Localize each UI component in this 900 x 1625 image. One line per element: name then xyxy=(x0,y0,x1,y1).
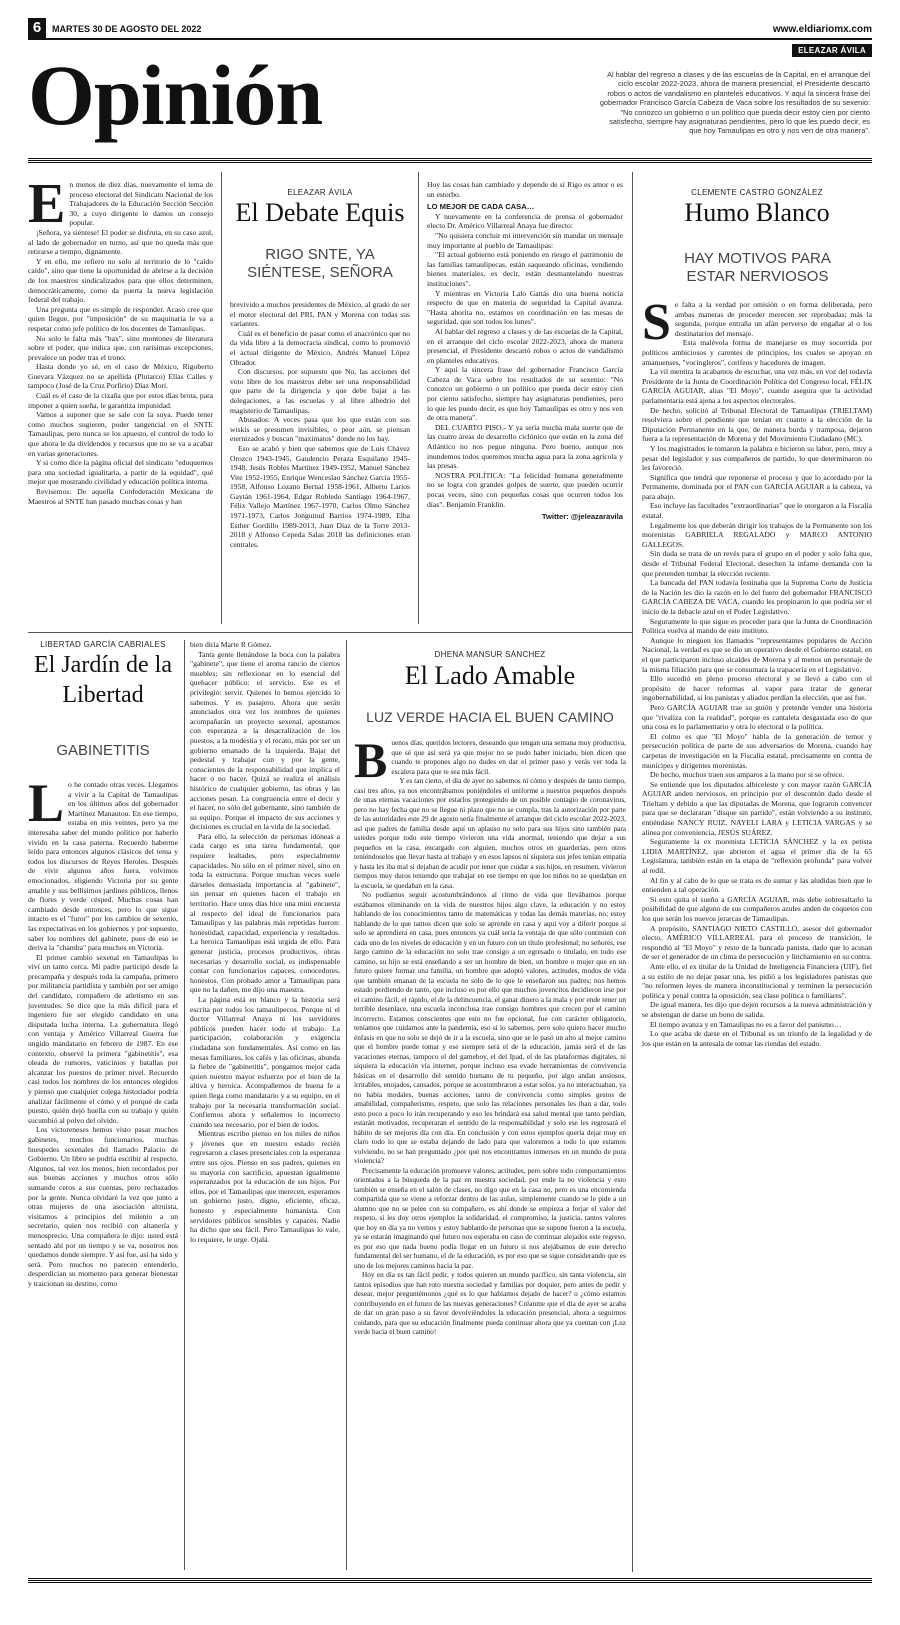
paragraph: Ello sucedió en pleno proceso electoral y se llevó a cabo con el propósito de hacer reformas al vapor para tratar de generar ingobernabilidad, si los panistas y aliados perdían la elección, que así fue. xyxy=(642,674,872,703)
page-number-box: 6 xyxy=(28,18,46,38)
paragraph: Con discursos, por supuesto que No, las acciones del voto libre de los maestros debe ser una responsabilidad que parte de la dirigencia y que debe bajar a las delegaciones, a las escuelas y al libre albedrío del magisterio de Tamaulipas. xyxy=(230,367,410,415)
header-bottom-rule xyxy=(28,158,872,164)
paragraph: Esta malévola forma de manejarse es muy socorrida por políticos ambiciosos y carentes de principios, los cuales se apoyan en amanuenses, "vocingleros", corifeos y hacedores de imagen. xyxy=(642,338,872,367)
author-kicker: CLEMENTE CASTRO GONZÁLEZ xyxy=(691,188,823,197)
column-1-body xyxy=(28,180,213,625)
paragraph: Al hablar del regreso a clases y de las escuelas de la Capital, en el arranque del ciclo escolar 2022-2023, ahora de manera presencial, el Presidente descartó robos o actos de vandalismo en planteles educativos. xyxy=(427,326,623,365)
paragraph: Sin duda se trata de un revés para el grupo en el poder y solo falta que, desde el Tribunal Federal Electoral, desechen la infame demanda con la que pretenden tumbar la elección reciente. xyxy=(642,549,872,578)
paragraph: Y aquí la sincera frase del gobernador Francisco García Cabeza de Vaca sobre los resultados de su sexenio: "No conozco un gobierno o un político que pueda decir estoy cien por ciento satisfecho, siempre hay asignaturas pendientes, pero lo que les puedo decir, es que hoy Tamaulipas es otro y nos ven de otra manera". xyxy=(427,365,623,423)
paragraph: Hoy las cosas han cambiado y depende de sí Rigo es amor o es un estorbo. xyxy=(427,180,623,199)
section-title: Opinión xyxy=(28,47,323,143)
paragraph: Hasta donde yo sé, en el caso de México, Rigoberto Guevara Vázquez no se apellida (Plutarco) Elías Calles y tampoco (José de la Cruz Porfirio) Díaz Mori. xyxy=(28,362,213,391)
website-link[interactable]: www.eldiariomx.com xyxy=(772,24,872,35)
paragraph: "El actual gobierno está poniendo en riesgo el patrimonio de las familias tamaulipecas, están saqueando oficinas, vendiendo bienes materiales, es decir, están desmantelando nuestras instituciones". xyxy=(427,250,623,288)
paragraph: Y los magistrados le tomaron la palabra e hicieron su labor, pero, muy a pesar del legislador y sus compañeros de partido, lo que determinaron no les favoreció. xyxy=(642,443,872,473)
author-kicker: ELEAZAR ÁVILA xyxy=(287,188,353,197)
paragraph: Abusados: A veces pasa que los que están con sus wiskis se presumen invisibles, o peor aún, se piensan eternizados y buscan "maximatos" donde no los hay. xyxy=(230,415,410,444)
paragraph: Pero GARCÍA AGUIAR trae su guión y pretende vender una historia que "rivaliza con la realidad", porque es cantaleta desgastada eso de que una cosa es lo parlamentario y otra lo electoral o la política. xyxy=(642,702,872,732)
dropcap: L xyxy=(28,780,65,833)
dropcap: E xyxy=(28,180,66,235)
section-divider xyxy=(28,632,632,633)
paragraph: Hoy en día es tan fácil pedir, y todos quieren un mundo pacífico, sin tanta violencia, sin tantos episodios que han roto nuestra sociedad y familias por doquier, pero antes de pedir y desear, mejor preguntémonos ¿qué es lo que habíamos dejado de hacer? o ¿cómo estamos contribuyendo en el futuro de las nuevas generaciones? Créanme que el día de ayer se acaba de dar un gran paso a su favor devolviéndoles la educación presencial, ahora a seguirnos cuidando, para que su educación finalmente pueda continuar ahora que ya cuentan con ¡Luz verde hacia el buen camino! xyxy=(354,1270,626,1336)
author-kicker: DHENA MANSUR SÁNCHEZ xyxy=(434,650,546,659)
paragraph: Eso se acabó y bien que sabemos que de Luis Chávez Orozco 1943-1945, Gaudencio Peraza Esquilano 1945-1948, Jesús Robles Martínez 1949-1952, Manuel Sánchez Vite 1952-1955, Enrique Wenceslao Sánchez García 1955-1958, Alfonso Lozano Bernal 1958-1961, Alberto Larios Gaytán 1961-1964, Edgar Robledo Santiago 1964-1967, Félix Vallejo Martínez 1967-1970, Carlos Olmo Sánchez 1971-1973, Carlos Jonguitud Barrios 1974-1989, Elba Esther Gordillo 1989-2013, Juan Díaz de la Torre 2013-2018 y Alfonso Cepeda Salas 2018 las definiciones eran centrales. xyxy=(230,443,410,549)
paragraph: Mientras escribo pienso en los miles de niños y jóvenes que en nuestro estado recién regresaron a clases presenciales con la esperanza entre sus ojos. Pienso en sus padres, quienes en su mayoría con sacrificio, apuestan igualmente esperanzados por la educación de sus hijos. Por ellos, por el Tamaulipas que merecen, esperamos un gobierno justo, digno, eficiente, eficaz, honesto y especialmente humanista. Con servidores públicos sensibles y capaces. Nadie ha dicho que sea fácil. Pero Tamaulipas lo vale, lo requiere, le urge. Ojalá. xyxy=(190,1129,340,1244)
column-divider xyxy=(418,172,419,624)
twitter-handle[interactable]: Twitter: @jeleazaravila xyxy=(541,512,623,522)
dropcap: S xyxy=(642,300,671,351)
column-divider xyxy=(184,640,185,1570)
paragraph: Revisemos: De aquella Confederación Mexicana de Maestros al SNTE han pasado muchas cosas y han xyxy=(28,487,213,506)
paragraph: La página está en blanco y la historia será escrita por todos los tamaulipecos. Porque ni el doctor Villarreal Anaya ni los servidores públicos pueden hacer todo el trabajo. La participación, colaboración y exigencia ciudadana son fundamentales. Así como en las mesas familiares, los cafés y las oficinas, abunda la fiebre de "gabinetitis", pongamos mejor cada quien nuestro mayor esfuerzo por el bien de la altiva y heroica. Acompañemos de buena fe a quien llega como mandatario y a su equipo, en el trabajo por la necesaria transformación social. Confiemos ahora y señalemos lo incorrecto cuando sea necesario, por el bien de todos. xyxy=(190,994,340,1129)
paragraph: El tiempo avanza y en Tamaulipas no es a favor del panismo… xyxy=(650,1019,842,1029)
paragraph: Legalmente los que deberán dirigir los trabajos de la Permanente son los morenistas GABRIELA REGALADO y MARCO ANTONIO GALLEGOS. xyxy=(642,520,872,549)
paragraph: Seguramente la ex morenista LETICIA SÁNCHEZ y la ex petista LIDIA MARTÍNEZ, que abrieron el agua el primer día de la 65 Legislatura, también están en la etapa de "reflexión profunda" para volver al redil. xyxy=(642,837,872,876)
paragraph: brevivido a muchos presidentes de México, al grado de ser el motor electoral del PRI, PAN y Morena con todas sus variantes. xyxy=(230,300,410,329)
column-title: El Lado Amable xyxy=(404,661,576,690)
paragraph: Significa que tendrá que reponerse el proceso y que lo acordado por la Permanente, dominada por el PAN con GARCÍA AGUIAR a la cabeza, va para abajo. xyxy=(642,472,872,501)
paragraph: e falta a la verdad por omisión o en forma deliberada, pero ambas maneras de proceder merecen ser reprobadas; más la segunda, porque entraña un afán perverso de engañar al o los destinatarios del mensaje. xyxy=(674,300,872,338)
paragraph: Tanta gente llenándose la boca con la palabra "gabinete", que tiene el aroma rancio de ciertos muebles; sin reflexionar en lo esencial del quehacer público: el servicio. Ese es el privilegio: servir. Quienes lo hemos ejercido lo sabemos. Y es pasajero. Ahora que serán anunciados otra vez los nombres de quienes acompañarán un proyecto sexenal, apostamos con esperanza a la desacralización de los puestos, a la modestia y el recato, más por ser un gobierno emanado de la izquierda. Bajar del pedestal y trabajar con y por la gente, conscientes de la responsabilidad que implica el hacer o no hacer. Quizá se realiza el análisis histórico de cualquier gobierno, las obras y las acciones pesan. La congruencia entre el decir y el hacer, no sólo del gobernante, sino también de su equipo. Porque el impacto de sus acciones y decisiones es crucial en la vida de la sociedad. xyxy=(190,649,340,832)
section-lead: LO MEJOR DE CADA CASA… xyxy=(427,202,535,212)
paragraph: La bancada del PAN todavía festinaba que la Suprema Corte de Justicia de la Nación les dio la razón en lo del fuero del gobernador FRANCISCO GARCÍA CABEZA DE VACA, cuando les propinaron lo que podría ser el inicio de la debacle azul en el Poder Legislativo. xyxy=(642,578,872,616)
paragraph: ¡Señora, ya siéntese! El poder se disfruta, en su caso azul, al lado de gobernador en turno, así que no queda más que retirarse a tiempo, dignamente. xyxy=(28,227,213,257)
quote-text: Al hablar del regreso a clases y de las escuelas de la Capital, en el arranque del ciclo escolar 2022-2023, ahora de manera presencial, el Presidente descartó robos o actos de vandalismo en planteles educativos. Y aquí la sincera frase del gobernador Francisco García Cabeza de Vaca sobre los resultados de su sexenio: "No conozco un gobierno o un político que pueda decir estoy cien por ciento satisfecho, siempre hay asignaturas pendientes, pero lo que les puedo decir, es que hoy Tamaulipas es otro y nos ven de otra manera". xyxy=(599,70,870,136)
paragraph: Precisamente la educación promueve valores, actitudes, pero sobre todo comportamientos orientados a la búsqueda de la paz en nuestra sociedad, por ende la no violencia y esto también se enseña en el salón de clases, no digo que en la casa no, pero es una encomienda compartida que se viene a reforzar dentro de las aulas, simplemente cuando se le pide a un alumno que no se pelee con su compañero, es ahí donde se empieza a forjar el valor del respeto, si les doy otros ejemplos la solidaridad, el compromiso, la justicia, tantos valores que hoy en día ya no vemos y estoy hablando de personas que se supone fueron a la escuela, ya se estarán imaginando qué futuro nos esperaba en caso de continuar alejados este regreso, es por eso que nada bueno podía llegar en un futuro si nos alejábamos de este derecho fundamental del ser humano, el de la educación, es por eso que se sigue considerando que es uno de los mejores caminos hacia la paz. xyxy=(354,1165,626,1270)
paragraph: bien diría Marte R Gómez. xyxy=(190,640,272,649)
paragraph: o he contado otras veces. Llegamos a vivir a la Capital de Tamaulipas en los últimos años del gobernador Martínez Manautou. En ese tiempo, estaba en mis veintes, pero ya me interesaba saber del mundo político por haberlo vivido en la casa paterna. Recuerdo haberme leído para entonces algunos clásicos del tema y todos los discursos de Reyes Heroles. Después de vivir algunos años fuera, volvimos emocionados, eligiendo Victoria por su gente amable y sus bellísimos jardines públicos, llenos de flores y verde césped. Muchas cosas han cambiado desde entonces, pero lo que sigue intacto es el "furor" por los cambios de sexenio, las expectativas en los gobiernos y por supuesto, saber los nombres del gabinete, pues de eso se deriva la "chamba" para muchos en Victoria. xyxy=(28,780,178,953)
paragraph: Eso incluye las facultades "extraordinarias" que le otorgaron a la Fiscalía estatal. xyxy=(642,501,872,521)
column-divider xyxy=(346,640,347,1570)
paragraph: De hecho, solicitó al Tribunal Electoral de Tamaulipas (TRIELTAM) resolviera sobre el pendiente que tenían en cuanto a la elección de la Diputación Permanente en la que, de manera burda y tramposa, dejaron fuera a la representación de Morena y del Movimiento Ciudadano (MC). xyxy=(642,405,872,444)
paragraph: DEL CUARTO PISO.- Y ya sería mucha mala suerte que de las cuatro áreas de desarrollo ciclónico que están en la zona del Atlántico no nos pegue ninguna. Pero bueno, aunque nos inundemos todos queremos mucha agua para la zona agrícola y las presas. xyxy=(427,422,623,471)
paragraph: n menos de diez días, nuevamente el tema de proceso electoral del Sindicato Nacional de los Trabajadores de la Educación Sección Sección 30, a cuyo dirigente le damos un consejo popular. xyxy=(69,180,213,228)
paragraph: No solo le falta más "bax", sino montones de literatura sobre el poder, que indica que, con rarísimas excepciones, prevalece un poder tras el trono. xyxy=(28,333,213,362)
paragraph: Y si como dice la página oficial del sindicato "eduquemos para una sociedad igualitaria, a partir de la equidad", qué mejor que mostrando civilidad y educación política interna. xyxy=(28,458,213,487)
paragraph: Se entiende que los diputados albiceleste y con mayor razón GARCÍA AGUIAR anden nerviosos, en principio por el descontón dado desde el Trieltam y debido a que las diputadas de Morena, que lograron convencer para que se declararan "disque sin partido", están volviendo a su instituto, entiéndase NANCY RUIZ, NAYELI LARA y LETICIA VARGAS y se alinea por conveniencia, JESÚS SUÁREZ. xyxy=(642,779,872,837)
paragraph: No podíamos seguir acostumbrándonos al ritmo de vida que llevábamos porque estábamos eliminando en la vida de nuestros hijos algo clave, la educación y no estoy hablando de los conocimientos tanto de matemáticas y todas las demás materias, no; estoy hablando de lo que tantos dicen que solo se aprende en casa y aquí voy a diferir porque si solo se aprendiera en casa, pues entonces ya cuál sería la ventaja de que sólo continúen con cada uno de los niveles de educación y en un futuro con un título profesional; no señores, ese largo camino de la educación no solo trae consigo a un egresado o titulado, en todo ese camino, su hijo se está enseñando a ser un hombre de bien, un hombre o mujer que en un futuro quiere formar una familia, un hombre que adoptó valores, actitudes, modos de vida que también emanan de la escuela no solo de lo que le enseñaron sus padres; nos hemos estado perdiendo de tanto, que incluso es por ello que muchos jovencitos decidieron irse por el camino fácil, el rápido, el de la delincuencia, el ganar dinero a la mala y por ende tener un terrible desenlace, una escuela inconclusa trae consigo hombres que crecen por el camino incorrecto. Estamos conscientes que esto no fue opcional, fue con carácter obligatorio, teníamos que cuidarnos ante la pandemia, eso sí lo sabemos, pero solo quiero hacer mucho énfasis en que no solo se dejó de ir a la escuela, sino que se le pasó un alto al mejor camino que el hombre puede tomar y ese siempre será el de la educación, jamás será el de las vacaciones eternas, tampoco el del gameboy, el del Ipad, el de las plataformas digitales, ni siquiera la educación vía internet, porque incluso esa evade herramientas de convivencia básicas en el desarrollo del sentido humano de tu pequeño, por algo andan ansiosos, irritables, enojados, cansados, porque se acostumbraron a estar solos, ya no interactuaban, ya no había modales, buenas acciones, tanto de convivencia como simples gestos de amabilidad, compañerismo, respeto, que solo las relaciones personales les iban a dar, todo esto poco a poco lo irán recuperando y eso les brindará esa salud mental que tanto perdían, estarán motivados, recuperaran el sentido de la responsabilidad y solo ese les regresará el hábito de ser mejores día con día. En conclusión y con estos ejemplos quería dejar muy en claro todo lo que se estaba dejando de lado para que valoremos a todo lo que estamos volviendo, no se han preguntado ¿por qué nos encontramos inmersos en un mundo de pura violencia? xyxy=(354,890,626,1165)
paragraph: Cuál es el caso de la cizaña que por estos días brota, para imponer a quien sueña, le garantiza impunidad. xyxy=(28,391,213,410)
column-title: Humo Blanco xyxy=(684,198,830,227)
paragraph: Y es tan cierto, el día de ayer no sabemos ni cómo y después de tanto tiempo, casi tres años, ya nos encontrábamos poniéndoles el uniforme a nuestros pequeños después de unas eternas vacaciones por estarlos protegiendo de un posible contagio de coronavirus, pero no hay fecha que no se llegue ni plazo que no se cumpla, tras la autorización por parte de las autoridades este 29 de agosto sería finalmente el arranque del ciclo escolar 2022-2023, así que padres de familia desde aquí un aplauso no solo para sus hijos sino también para ustedes porque todo este tiempo vivieron una vida anormal, teniendo que dejar a sus pequeños en la casa, encargado con alguien, muchos otros en guarderías, pero otros teniéndoselos que llevar hasta al trabajo y en esos lapsos ni siquiera sus jefes tenían empatía y hasta les iba mal si dejaban de acudir por tener que cuidar a sus hijos, en resumen, vivieron tiempos muy duros teniendo que trabajar en ese tiempo en que los niños no se quedaban en la escuela, se quedaban en la casa. xyxy=(354,776,626,890)
column-title: El Jardín de la Libertad xyxy=(34,652,172,708)
bottom-left-continued-body xyxy=(190,640,340,1570)
paragraph: Y en ello, me refiero no solo al territorio de lo "caído caído", sino que tiene la oportunidad de abrirse a la decisión de los maestros sindicalizados para que ellos determinen, democráticamente, como da puerta la nueva legislación federal del trabajo. xyxy=(28,256,213,305)
column-divider xyxy=(221,172,222,624)
paragraph: De igual manera, les dijo que dejen recursos a la nueva administración y se abstengan de darse un bono de salida. xyxy=(642,1000,872,1019)
dropcap: B xyxy=(354,738,388,788)
paragraph: Lo que acaba de darse en el Tribunal es un triunfo de la legalidad y de los que están en la antesala de tomar las riendas del estado. xyxy=(642,1029,872,1048)
bottom-left-body xyxy=(28,780,178,1570)
paragraph: Vamos a suponer que se sale con la suya. Puede tener como muchos sugieren, poder tangencial en el SNTE Tamaulipas, pero nunca se los apuesto, el control de todo lo que ahora le da dividendos y recursos que no se va a acabar en varias generaciones. xyxy=(28,410,213,458)
footer-rule xyxy=(28,1578,872,1584)
paragraph: Para ello, la selección de personas idóneas a cada cargo es una tarea fundamental, que requiere lealtades, pero especialmente capacidades. No sólo en el primer nivel, sino en toda la estructura. Porque muchas veces suele dárseles demasiada importancia al "gabinete", sin pensar en quienes hacen el trabajo en territorio. Hace unos días hice una mini encuesta al respecto del ideal de funcionarios para Tamaulipas y las palabras más repetidas fueron: honestidad, capacidad, experiencia y resultados. La heroica Tamaulipas está urgida de ello. Para generar justicia, procesos productivos, obras necesarias y desarrollo social, es indispensable contar con funcionarios capaces, conocedores, honestos. Con probado amor a Tamaulipas para que no la dañen, me dijo una maestra. xyxy=(190,831,340,995)
paragraph: uenos días, queridos lectores, deseando que tengan una semana muy productiva, que sé que así será ya que mejor no se pudo haber iniciado, bien dicen que cuando te propones algo no dudes en dar el primer paso y verás ver toda la escalera para que te sea más fácil. xyxy=(391,738,626,776)
author-kicker: LIBERTAD GARCÍA CABRIALES xyxy=(40,640,166,649)
issue-date: MARTES 30 DE AGOSTO DEL 2022 xyxy=(52,24,202,34)
paragraph: Y nuevamente en la conferencia de prensa el gobernador electo Dr. Américo Villarreal Anaya fue directo: xyxy=(427,211,623,231)
bottom-center-body xyxy=(354,738,626,1570)
column-2-body xyxy=(230,300,410,625)
column-divider xyxy=(632,172,633,1572)
column-3-body xyxy=(427,180,623,625)
column-subtitle: RIGO SNTE, YA SIÉNTESE, SEÑORA xyxy=(247,246,393,281)
column-subtitle: GABINETITIS xyxy=(56,742,150,759)
paragraph: Si esto quita el sueño a GARCÍA AGUIAR, más debe sobresaltarlo la posibilidad de que alguno de sus compañeros azules anden de coquetos con los que serán los nuevos jerarcas de Tamaulipas. xyxy=(642,894,872,923)
paragraph: Los victoreneses hemos visto pasar muchos gabinetes, muchos funcionarios, muchas huespedes sexenales del llamado Palacio de Gobierno. Un libro se podría escribir al respecto. Algunos, tal vez los menos, bien recordados por sus buenas acciones y muchos otros sólo sumando ceros a sus cuentas, pero rechazados por la gente. Nunca olvidaré la vez que junto a otras mujeres de una asociación altruista, visitamos a principios del milenio a un secretario, quien nos recibió con altanería y menosprecio. Una compañera le dijo: usted está sentado ahí por un tiempo y se va, nosotros nos quedamos donde siempre. Y así fue, así ha sido y será. Pero muchos no parecen entenderlo, desperdician su momento para generar bienestar y traicionan su destino, como xyxy=(28,1125,178,1288)
paragraph: Aunque lo nieguen los llamados "representantes populares de Acción Nacional, la verdad es que se dio un operativo desde el Gobierno estatal, en el que participaron incluso alcaldes de Morena y al menos un personaje de la misma filiación para que se consumara la trapacería en el Legislativo. xyxy=(642,635,872,674)
paragraph: Ante ello, el ex titular de la Unidad de Inteligencia Financiera (UIF), fiel a su estilo de no dejar pasar una, les pidió a los legisladores panistas que "no reformen leyes de manera inconstitucional y terminen la persecución política y penal contra la oposición, sea clase política o familiares". xyxy=(642,961,872,1000)
paragraph: A propósito, SANTIAGO NIETO CASTILLO, asesor del gobernador electo, AMÉRICO VILLARREAL para el proceso de transición, le respondió al "El Moyo" y resto de la bancada panista, dado que lo acusan de ser el generador de un clima de persecución y linchamiento en su contra. xyxy=(642,923,872,962)
paragraph: El primer cambio sexenal en Tamaulipas lo viví un tanto cerca. Mi padre participó desde la precampaña y después toda la campaña, primero por militancia partidista y también por ser amigo del candidato, compañero de atletismo en sus juventudes. Se dice que la más difícil para el ingeniero fue ser elegido candidato en una disputada lucha interna. La gubernatura llegó con ventaja y Américo Villarreal Guerra fue ungido mandatario en febrero de 1987. En ese contexto, observé la primera "gabinetitis", esa oleada de rumores, vaticinios y batallas por alcanzar los puestos de primer nivel. Recuerdo casi todos los nombres de los entonces elegidos y pienso que cualquier colega historiador podría analizar fácilmente el cómo y el porqué de cada puesto, quién dejó huella con su trabajo y quién sucumbió al polvo del olvido. xyxy=(28,952,178,1125)
paragraph: NOSTRA POLÍTICA: "La felicidad humana generalmente no se logra con grandes golpes de suerte, que pueden ocurrir pocas veces, sino con pequeñas cosas que ocurren todos los días". Benjamín Franklin. xyxy=(427,470,623,509)
paragraph: Seguramente lo que sigue es proceder para que la Junta de Coordinación Política vuelva al mando de este instituto. xyxy=(642,616,872,636)
column-title: El Debate Equis xyxy=(235,198,405,227)
column-subtitle: HAY MOTIVOS PARA ESTAR NERVIOSOS xyxy=(684,250,831,285)
paragraph: El colmo es que "El Moyo" habla de la generación de temor y persecución política de parte de sus adversarios de Morena, cuando hay carpetas de investigación en la Fiscalía estatal, precisamente en contra de munícipes y dirigentes morenistas. xyxy=(642,731,872,770)
right-column-body xyxy=(642,300,872,1570)
paragraph: Al fin y al cabo de lo que se trata es de sumar y las aludidas bien que le entienden a tal operación. xyxy=(642,875,872,895)
paragraph: "No quisiera concluir mi intervención sin mandar un mensaje muy importante al pueblo de Tamaulipas: xyxy=(427,230,623,250)
paragraph: Una pregunta que es simple de responder. Acaso cree que quien llegue, por "imposición" de su maquinaria le va a respetar como jefe político de los docentes de Tamaulipas. xyxy=(28,304,213,333)
paragraph: La vil mentira la acabamos de escuchar, una vez más, en voz del todavía Presidente de la Junta de Coordinación Política del Congreso local, FÉLIX GARCÍA AGUIAR, alias "El Moyo", cuando asegura que la actividad parlamentaria está ajena a los aspectos electorales. xyxy=(642,367,872,405)
header-top-rule xyxy=(28,38,872,40)
paragraph: De hecho, muchos traen sus amparos a la mano por si se ofrece. xyxy=(650,770,844,780)
paragraph: Y mientras en Victoria Lalo Gattás dio una buena noticia respecto de que en materia de seguridad la Capital avanza. "Hasta ahorita no, estamos en coordinación en las mesas de seguridad, que son todos los lunes". xyxy=(427,288,623,327)
quote-author-tag: ELEAZAR ÁVILA xyxy=(792,44,872,57)
column-subtitle: LUZ VERDE HACIA EL BUEN CAMINO xyxy=(366,709,614,725)
paragraph: Cuál es el beneficio de pasar como el anacrónico que no da vida libre a la democracia sindical, como lo promovió el actual dirigente de México, Andrés Manuel López Obrador. xyxy=(230,328,410,367)
